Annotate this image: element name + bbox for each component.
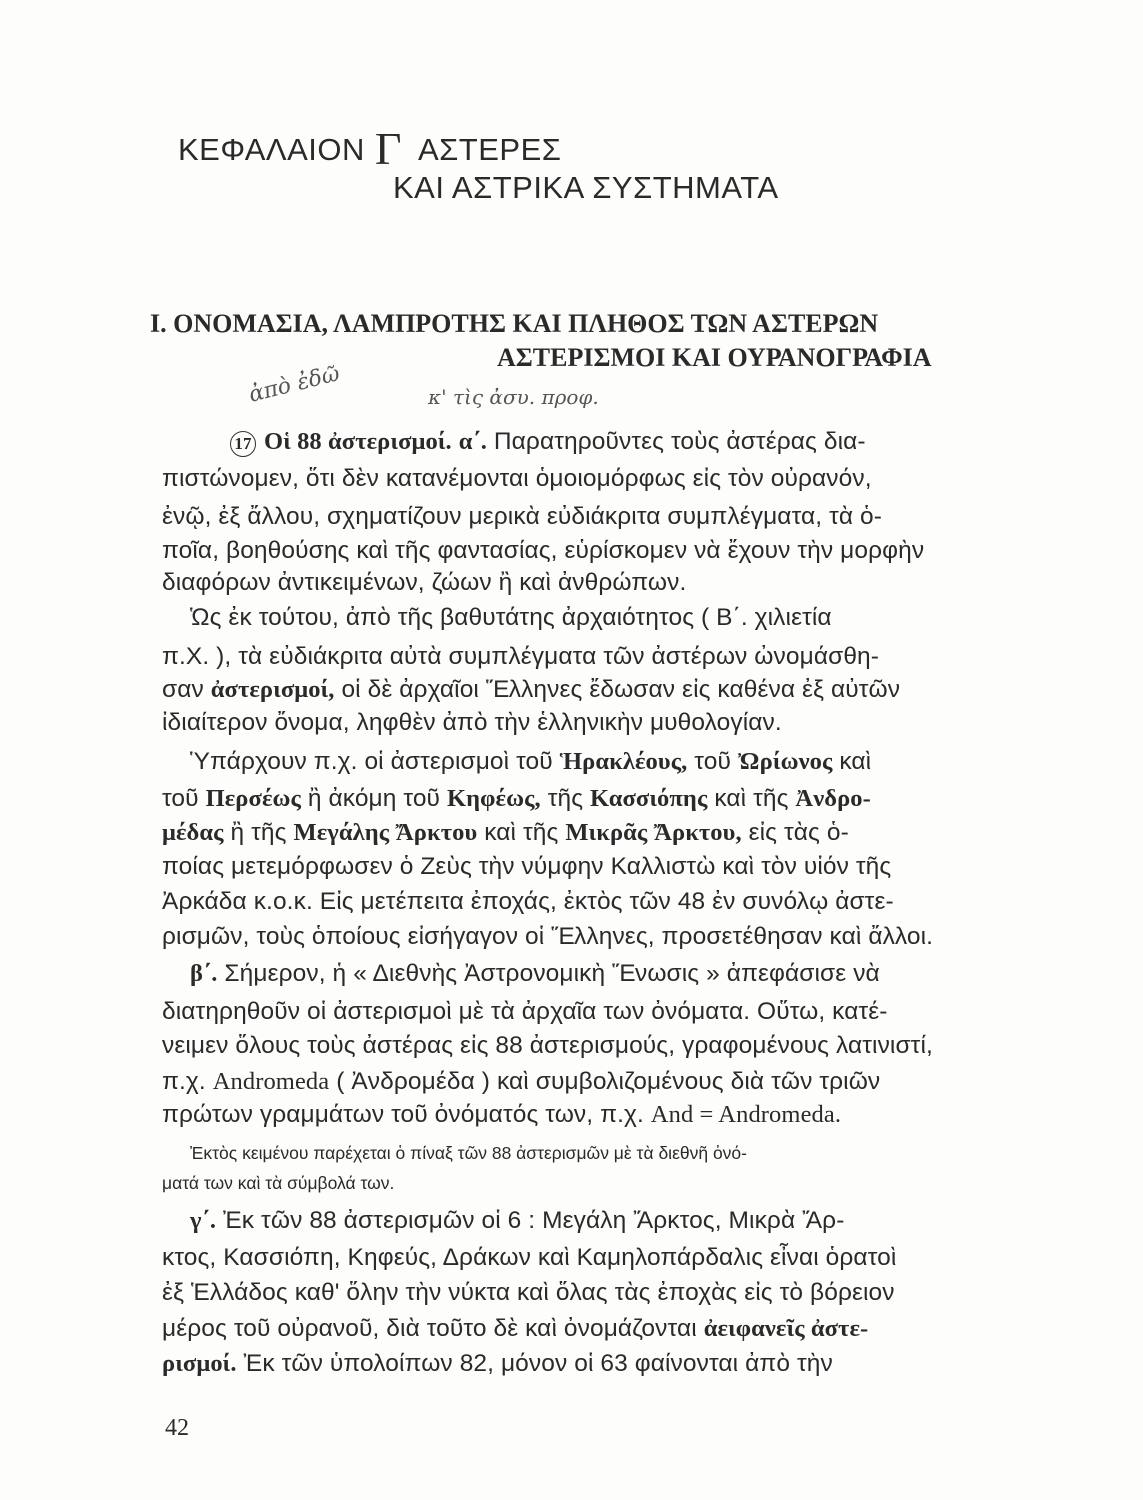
para-d-line1 (190, 960, 880, 988)
para-c-text: τοῦ (162, 785, 199, 812)
para-d-line3: νειμεν ὅλους τοὺς ἀστέρας εἰς 88 ἀστερισμούς, γραφομένους λατινιστί, (162, 1032, 933, 1059)
para-e-marker: γ΄. (190, 1207, 217, 1234)
para-c-text: ἢ ἀκόμη τοῦ (307, 785, 441, 812)
para-d-marker: β΄. (190, 960, 218, 987)
para-c-text: καὶ τῆς (484, 819, 559, 846)
para-b-line3-end: οἱ δὲ ἀρχαῖοι Ἕλληνες ἔδωσαν εἰς καθένα ἐξ αὐτῶν (341, 676, 901, 703)
latin-andromeda: Andromeda (212, 1068, 330, 1095)
chapter-letter: Γ (374, 123, 402, 174)
para-d-line4 (162, 1068, 880, 1096)
section-title-line1: Ι. ΟΝΟΜΑΣΙΑ, ΛΑΜΠΡΟΤΗΣ ΚΑΙ ΠΛΗΘΟΣ ΤΩΝ ΑΣΤΕΡΩΝ (150, 309, 879, 338)
page-number: 42 (165, 1415, 189, 1441)
para-e-text: Ἐκ τῶν ὑπολοίπων 82, μόνον οἱ 63 φαίνονται ἀπὸ τὴν (243, 1350, 833, 1377)
para-c-line6: ρισμῶν, τοὺς ὁποίους εἰσήγαγον οἱ Ἕλληνες, προσετέθησαν καὶ ἄλλοι. (162, 923, 934, 950)
para-d-line1-text: Σήμερον, ἡ « Διεθνὴς Ἀστρονομικὴ Ἕνωσις » ἀπεφάσισε νὰ (224, 960, 880, 987)
para17-line2: πιστώνομεν, ὅτι δὲν κατανέμονται ὁμοιομόρφως εἰς τὸν οὐρανόν, (162, 465, 872, 492)
para-c-line4: ποίας μετεμόρφωσεν ὁ Ζεὺς τὴν νύμφην Καλλιστὼ καὶ τὸν υἱόν τῆς (162, 853, 892, 880)
term-ursa-major: Μεγάλης Ἄρκτου (293, 819, 478, 846)
para-b-line1: Ὡς ἐκ τούτου, ἀπὸ τῆς βαθυτάτης ἀρχαιότητος ( Β΄. χιλιετία (190, 604, 832, 631)
para-c-line1 (190, 748, 871, 776)
term-cassiopeia: Κασσιόπης (590, 785, 708, 812)
para-e-line1-text: Ἐκ τῶν 88 ἀστερισμῶν οἱ 6 : Μεγάλη Ἄρκτος, Μικρὰ Ἄρ- (222, 1207, 845, 1234)
term-andromeda-cont: μέδας (162, 819, 224, 846)
para-e-text: μέρος τοῦ οὐρανοῦ, διὰ τοῦτο δὲ καὶ ὀνομάζονται (162, 1315, 697, 1342)
para17-line1-text: Παρατηροῦντες τοὺς ἀστέρας δια- (493, 428, 866, 455)
para17-line5: διαφόρων ἀντικειμένων, ζώων ἢ καὶ ἀνθρώπων. (162, 569, 687, 596)
handwritten-note-left: ἀπὸ ἐδῶ (246, 361, 343, 408)
paragraph-number: 17 (230, 431, 256, 457)
term-ursa-minor: Μικρᾶς Ἄρκτου, (565, 819, 742, 846)
handwritten-note-right: κ' τὶς ἀσυ. προφ. (428, 385, 599, 409)
para-e-line4 (162, 1315, 868, 1343)
para-c-text: τῆς (547, 785, 584, 812)
para-c-line2 (162, 785, 871, 813)
para-c-text: εἰς τὰς ὁ- (748, 819, 849, 846)
para-c-text: Ὑπάρχουν π.χ. οἱ ἀστερισμοὶ τοῦ (190, 748, 553, 775)
term-herakles: Ἡρακλέους, (559, 748, 688, 775)
para17-line1 (230, 428, 866, 457)
chapter-subtitle: ΚΑΙ ΑΣΤΡΙΚΑ ΣΥΣΤΗΜΑΤΑ (393, 170, 779, 205)
note-line1: Ἐκτὸς κειμένου παρέχεται ὁ πίναξ τῶν 88 ἀστερισμῶν μὲ τὰ διεθνῆ ὀνό- (190, 1143, 747, 1163)
para-c-text: καὶ τῆς (714, 785, 789, 812)
para-e-line2: κτος, Κασσιόπη, Κηφεύς, Δράκων καὶ Καμηλοπάρδαλις εἶναι ὁρατοὶ (162, 1244, 897, 1271)
para-d-line5 (162, 1101, 841, 1129)
term-asterismoi-cont: ρισμοί. (162, 1350, 237, 1377)
chapter-heading (178, 118, 562, 174)
para17-heading: Οἱ 88 ἀστερισμοί. (264, 428, 452, 455)
para-b-line3 (162, 676, 900, 704)
para-b-line4: ἰδιαίτερον ὄνομα, ληφθὲν ἀπὸ τὴν ἑλληνικὴν μυθολογίαν. (162, 709, 782, 736)
para-e-line1 (190, 1207, 844, 1235)
para-d-text: πρώτων γραμμάτων τοῦ ὀνόματός των, π.χ. (162, 1101, 644, 1128)
para-c-line3 (162, 819, 849, 847)
chapter-title: ΑΣΤΕΡΕΣ (417, 132, 562, 167)
term-aeiphaneis: ἀειφανεῖς ἀστε- (703, 1315, 869, 1342)
para17-line4: ποῖα, βοηθούσης καὶ τῆς φαντασίας, εὑρίσκομεν νὰ ἔχουν τὴν μορφὴν (162, 537, 925, 564)
term-orion: Ὠρίωνος (737, 748, 833, 775)
para-c-text: ἢ τῆς (230, 819, 287, 846)
term-cepheus: Κηφέως, (446, 785, 541, 812)
latin-and-symbol: And = Andromeda. (650, 1101, 842, 1128)
term-perseus: Περσέως (205, 785, 301, 812)
para-d-text: π.χ. (162, 1068, 206, 1095)
para-d-text: ( Ἀνδρομέδα ) καὶ συμβολιζομένους διὰ τῶν τριῶν (336, 1068, 881, 1095)
para17-marker: α΄. (458, 428, 487, 455)
chapter-label: ΚΕΦΑΛΑΙΟΝ (178, 132, 365, 167)
para-e-line3: ἐξ Ἑλλάδος καθ' ὅλην τὴν νύκτα καὶ ὅλας τὰς ἐποχὰς εἰς τὸ βόρειον (162, 1279, 895, 1306)
para-e-line5 (162, 1350, 833, 1378)
para-b-line2: π.Χ. ), τὰ εὐδιάκριτα αὐτὰ συμπλέγματα τῶν ἀστέρων ὠνομάσθη- (162, 643, 880, 670)
para-c-line5: Ἀρκάδα κ.ο.κ. Εἰς μετέπειτα ἐποχάς, ἐκτὸς τῶν 48 ἐν συνόλῳ ἀστε- (162, 888, 894, 915)
note-line2: ματά των καὶ τὰ σύμβολά των. (162, 1173, 395, 1193)
para-d-line2: διατηρηθοῦν οἱ ἀστερισμοὶ μὲ τὰ ἀρχαῖα των ὀνόματα. Οὕτω, κατέ- (162, 998, 888, 1025)
section-title-line2: ΑΣΤΕΡΙΣΜΟΙ ΚΑΙ ΟΥΡΑΝΟΓΡΑΦΙΑ (497, 343, 932, 372)
term-andromeda: Ἀνδρο- (795, 785, 871, 812)
term-asterismoi: ἀστερισμοί, (210, 676, 335, 703)
para-b-line3-start: σαν (162, 676, 204, 703)
para-c-text: καὶ (839, 748, 872, 775)
para-c-text: τοῦ (694, 748, 731, 775)
para17-line3: ἐνῷ, ἐξ ἄλλου, σχηματίζουν μερικὰ εὐδιάκριτα συμπλέγματα, τὰ ὁ- (162, 503, 883, 530)
